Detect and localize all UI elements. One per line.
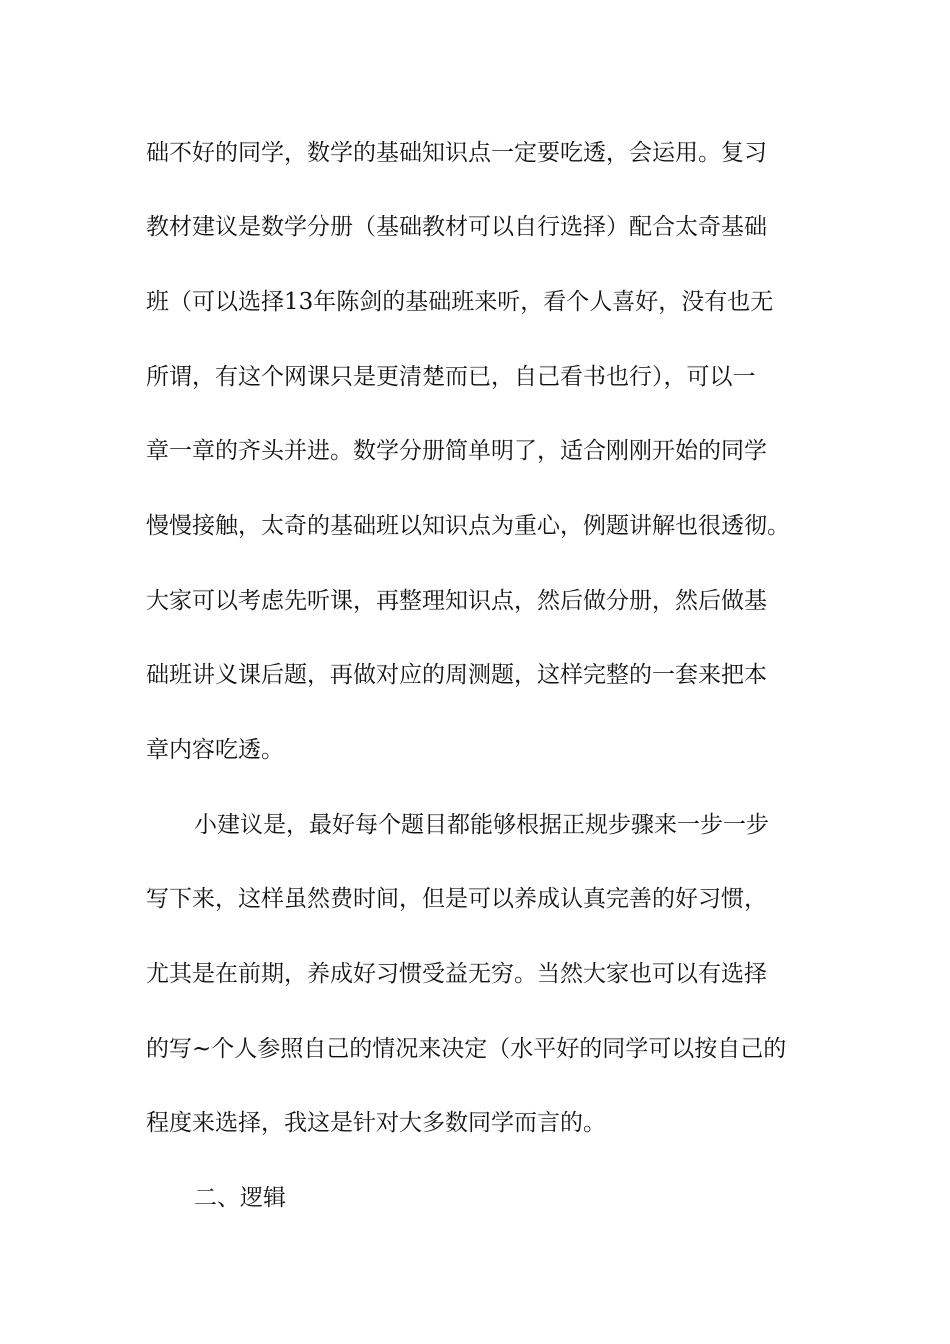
paragraph-line: 程度来选择，我这是针对大多数同学而言的。	[146, 1110, 606, 1136]
paragraph-line: 章内容吃透。	[146, 737, 284, 763]
paragraph-line: 尤其是在前期，养成好习惯受益无穷。当然大家也可以有选择	[146, 961, 767, 987]
paragraph-line: 写下来，这样虽然费时间，但是可以养成认真完善的好习惯，	[146, 886, 767, 912]
section-heading: 二、逻辑	[194, 1185, 286, 1211]
paragraph-line: 小建议是，最好每个题目都能够根据正规步骤来一步一步	[194, 812, 769, 838]
paragraph-line: 的写~个人参照自己的情况来决定（水平好的同学可以按自己的	[146, 1036, 787, 1062]
paragraph-line: 教材建议是数学分册（基础教材可以自行选择）配合太奇基础	[146, 214, 767, 240]
paragraph-line: 础班讲义课后题，再做对应的周测题，这样完整的一套来把本	[146, 662, 767, 688]
paragraph-line: 章一章的齐头并进。数学分册简单明了，适合刚刚开始的同学	[146, 438, 767, 464]
paragraph-line: 班（可以选择13年陈剑的基础班来听，看个人喜好，没有也无	[146, 289, 774, 315]
paragraph-line: 慢慢接触，太奇的基础班以知识点为重心，例题讲解也很透彻。	[146, 513, 790, 539]
paragraph-line: 础不好的同学，数学的基础知识点一定要吃透，会运用。复习	[146, 140, 767, 166]
paragraph-line: 所谓，有这个网课只是更清楚而已，自己看书也行），可以一	[146, 364, 756, 390]
paragraph-line: 大家可以考虑先听课，再整理知识点，然后做分册，然后做基	[146, 588, 767, 614]
